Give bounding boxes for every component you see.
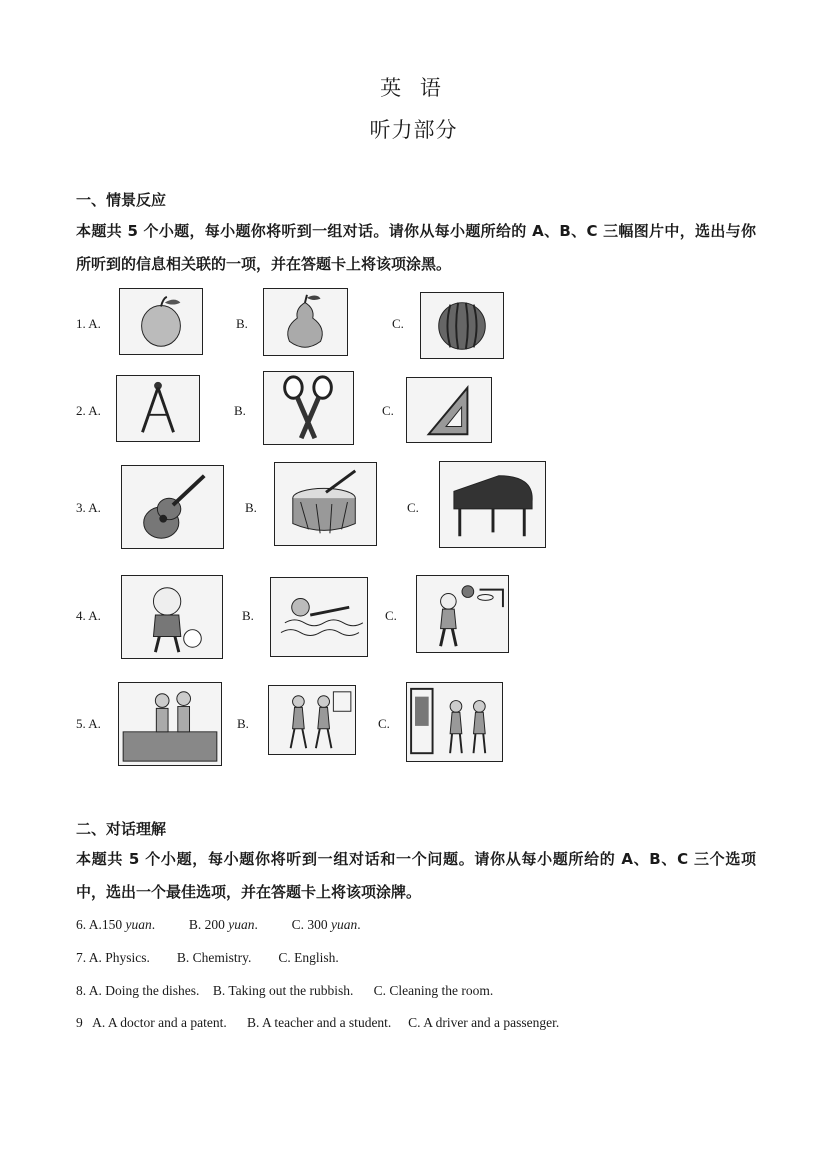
q2-label-a: 2. A. — [76, 403, 101, 418]
q3-label-b: B. — [245, 500, 257, 515]
q1-label-b: B. — [236, 316, 248, 331]
watermelon-icon — [420, 292, 504, 359]
q3-label-c: C. — [407, 500, 419, 515]
apple-icon — [119, 288, 203, 355]
sofa-people-icon — [118, 682, 222, 766]
q1-label-c: C. — [392, 316, 404, 331]
page-subtitle: 听力部分 — [369, 118, 458, 142]
q4-label-b: B. — [242, 608, 254, 623]
basketball-girl-icon — [416, 575, 509, 653]
football-boy-icon — [121, 575, 223, 659]
guitar-icon — [121, 465, 224, 549]
q5-label-a: 5. A. — [76, 716, 101, 731]
compass-icon — [116, 375, 200, 442]
set-square-icon — [406, 377, 492, 443]
q5-label-c: C. — [378, 716, 390, 731]
q3-label-a: 3. A. — [76, 500, 101, 515]
question-6: 6. A.150 yuan. B. 200 yuan. C. 300 yuan. — [76, 917, 361, 932]
q2-label-b: B. — [234, 403, 246, 418]
q5-label-b: B. — [237, 716, 249, 731]
question-7: 7. A. Physics. B. Chemistry. C. English. — [76, 950, 339, 965]
gallery-people-icon — [406, 682, 503, 762]
section1-instruction: 本题共 5 个小题，每小题你将听到一组对话。请你从每小题所给的 A、B、C 三幅图片中，选出与你所听到的信息相关联的一项，并在答题卡上将该项涂黑。 — [76, 222, 756, 273]
swimming-icon — [270, 577, 368, 657]
q1-label-a: 1. A. — [76, 316, 101, 331]
section2-heading: 二、对话理解 — [76, 820, 167, 838]
question-9: 9 A. A doctor and a patent. B. A teacher and a student. C. A driver and a passenger. — [76, 1015, 560, 1030]
scissors-icon — [263, 371, 354, 445]
piano-icon — [439, 461, 546, 548]
q4-label-a: 4. A. — [76, 608, 101, 623]
pear-icon — [263, 288, 348, 356]
section2-instruction: 本题共 5 个小题，每小题你将听到一组对话和一个问题。请你从每小题所给的 A、B、C 三个选项中，选出一个最佳选项，并在答题卡上将该项涂牌。 — [76, 850, 756, 901]
question-8: 8. A. Doing the dishes. B. Taking out the rubbish. C. Cleaning the room. — [76, 983, 494, 998]
q2-label-c: C. — [382, 403, 394, 418]
walking-people-icon — [268, 685, 356, 755]
q4-label-c: C. — [385, 608, 397, 623]
drum-icon — [274, 462, 377, 546]
section1-heading: 一、情景反应 — [76, 191, 167, 209]
page-title: 英 语 — [380, 76, 447, 100]
